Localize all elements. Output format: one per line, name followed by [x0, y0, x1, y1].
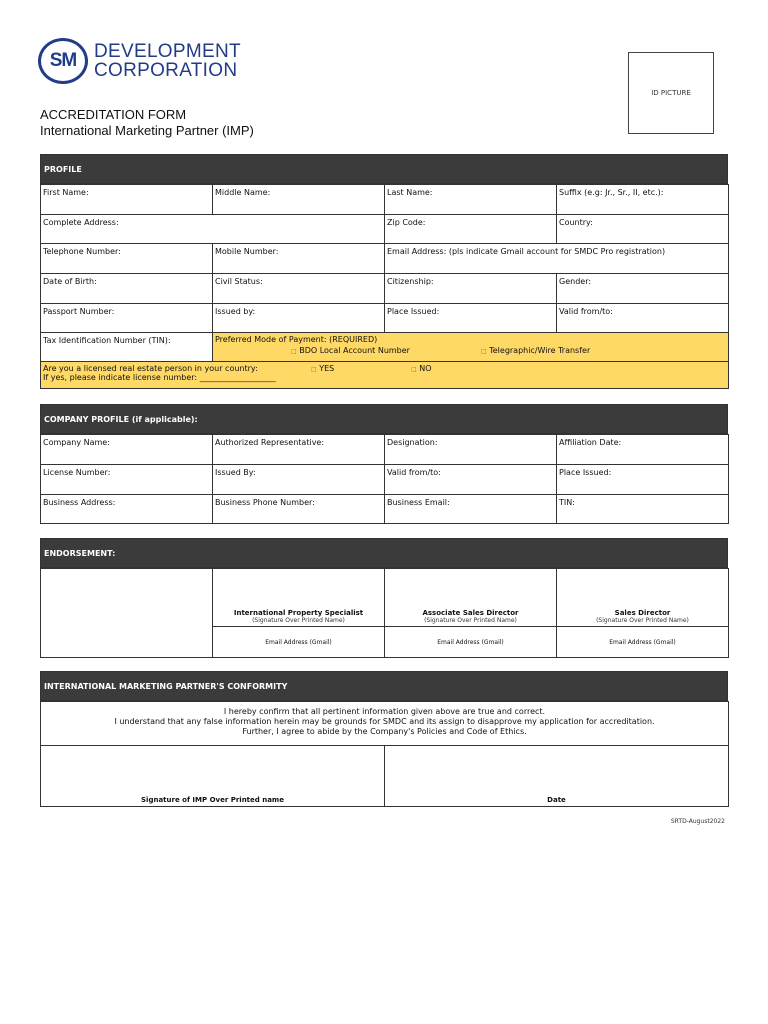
first-name-field[interactable]: First Name: [41, 185, 213, 215]
business-email-field[interactable]: Business Email: [385, 495, 557, 524]
asd-title: Associate Sales Director [422, 609, 519, 617]
endorsement-table [40, 568, 729, 658]
company-profile-header: COMPANY PROFILE (if applicable): [40, 404, 728, 434]
middle-name-field[interactable]: Middle Name: [213, 185, 385, 215]
sd-title: Sales Director [614, 609, 671, 617]
company-tin-field[interactable]: TIN: [557, 495, 729, 524]
sd-signature-cell[interactable] [557, 569, 729, 627]
ips-title: International Property Specialist [233, 609, 364, 617]
id-picture-label: ID PICTURE [651, 89, 691, 97]
company-profile-section [40, 404, 728, 524]
checkbox-icon[interactable]: □ [291, 348, 297, 355]
telephone-field[interactable]: Telephone Number: [41, 244, 213, 274]
licensed-question-cell [41, 362, 729, 389]
sm-logo-mark: SM [38, 38, 88, 84]
payment-mode-cell [213, 333, 729, 362]
endorsement-header: ENDORSEMENT: [40, 538, 728, 568]
license-number-blank[interactable]: ___________________ [199, 373, 276, 382]
profile-header: PROFILE [40, 154, 728, 184]
checkbox-icon[interactable]: □ [481, 348, 487, 355]
payment-option-bdo[interactable] [291, 346, 481, 355]
conformity-line-1: I hereby confirm that all pertinent information given above are true and correct. [223, 707, 546, 716]
email-field[interactable]: Email Address: (pls indicate Gmail account for SMDC Pro registration) [385, 244, 729, 274]
checkbox-icon[interactable]: □ [411, 366, 417, 373]
valid-from-to-field[interactable]: Valid from/to: [557, 304, 729, 333]
business-phone-field[interactable]: Business Phone Number: [213, 495, 385, 524]
payment-option-tt-label: Telegraphic/Wire Transfer [489, 346, 591, 355]
date-label: Date [547, 796, 566, 804]
logo-line-1: DEVELOPMENT [94, 41, 241, 62]
endorsement-section [40, 538, 728, 658]
company-valid-from-to-field[interactable]: Valid from/to: [385, 465, 557, 495]
country-field[interactable]: Country: [557, 215, 729, 244]
profile-section [40, 154, 728, 389]
company-place-issued-field[interactable]: Place Issued: [557, 465, 729, 495]
asd-subtitle: (Signature Over Printed Name) [424, 617, 517, 624]
citizenship-field[interactable]: Citizenship: [385, 274, 557, 304]
affiliation-date-field[interactable]: Affiliation Date: [557, 435, 729, 465]
company-issued-by-field[interactable]: Issued By: [213, 465, 385, 495]
conformity-section [40, 671, 728, 807]
licensed-no-label: NO [419, 364, 432, 373]
licensed-no-option[interactable] [411, 364, 432, 373]
asd-email-field[interactable]: Email Address (Gmail) [385, 627, 557, 658]
authorized-rep-field[interactable]: Authorized Representative: [213, 435, 385, 465]
payment-mode-label: Preferred Mode of Payment: (REQUIRED) [215, 335, 378, 344]
suffix-field[interactable]: Suffix (e.g: Jr., Sr., II, etc.): [557, 185, 729, 215]
mobile-field[interactable]: Mobile Number: [213, 244, 385, 274]
imp-signature-label: Signature of IMP Over Printed name [141, 796, 284, 804]
id-picture-box[interactable] [628, 52, 714, 134]
ips-signature-cell[interactable] [213, 569, 385, 627]
payment-option-bdo-label: BDO Local Account Number [299, 346, 410, 355]
conformity-table [40, 701, 729, 807]
dob-field[interactable]: Date of Birth: [41, 274, 213, 304]
profile-table [40, 184, 729, 389]
gender-field[interactable]: Gender: [557, 274, 729, 304]
checkbox-icon[interactable]: □ [311, 366, 317, 373]
form-subtitle: International Marketing Partner (IMP) [40, 123, 254, 138]
ips-email-field[interactable]: Email Address (Gmail) [213, 627, 385, 658]
conformity-statement [41, 702, 729, 746]
sd-email-field[interactable]: Email Address (Gmail) [557, 627, 729, 658]
date-cell[interactable] [385, 746, 729, 807]
footer-code: SRTD-August2022 [670, 818, 725, 825]
company-name-field[interactable]: Company Name: [41, 435, 213, 465]
imp-signature-cell[interactable] [41, 746, 385, 807]
conformity-line-3: Further, I agree to abide by the Company's Policies and Code of Ethics. [242, 727, 527, 736]
endorsement-blank-cell[interactable] [41, 569, 213, 658]
designation-field[interactable]: Designation: [385, 435, 557, 465]
ips-subtitle: (Signature Over Printed Name) [252, 617, 345, 624]
last-name-field[interactable]: Last Name: [385, 185, 557, 215]
company-profile-table [40, 434, 729, 524]
zip-code-field[interactable]: Zip Code: [385, 215, 557, 244]
smdc-logo [38, 38, 241, 84]
licensed-yes-label: YES [319, 364, 335, 373]
civil-status-field[interactable]: Civil Status: [213, 274, 385, 304]
conformity-header: INTERNATIONAL MARKETING PARTNER'S CONFORMITY [40, 671, 728, 701]
complete-address-field[interactable]: Complete Address: [41, 215, 385, 244]
place-issued-field[interactable]: Place Issued: [385, 304, 557, 333]
conformity-line-2: I understand that any false information herein may be grounds for SMDC and its assign to disapprove my application for accreditation. [114, 717, 655, 726]
licensed-question: Are you a licensed real estate person in your country: [43, 364, 258, 373]
payment-option-tt[interactable] [481, 346, 590, 355]
asd-signature-cell[interactable] [385, 569, 557, 627]
logo-line-2: CORPORATION [94, 60, 238, 81]
logo-text [94, 42, 241, 80]
form-title: ACCREDITATION FORM [40, 107, 187, 122]
business-address-field[interactable]: Business Address: [41, 495, 213, 524]
licensed-yes-option[interactable] [311, 364, 411, 373]
license-number-prompt: If yes, please indicate license number: [43, 373, 198, 382]
license-number-field[interactable]: License Number: [41, 465, 213, 495]
tin-field[interactable]: Tax Identification Number (TIN): [41, 333, 213, 362]
issued-by-field[interactable]: Issued by: [213, 304, 385, 333]
sd-subtitle: (Signature Over Printed Name) [596, 617, 689, 624]
passport-field[interactable]: Passport Number: [41, 304, 213, 333]
